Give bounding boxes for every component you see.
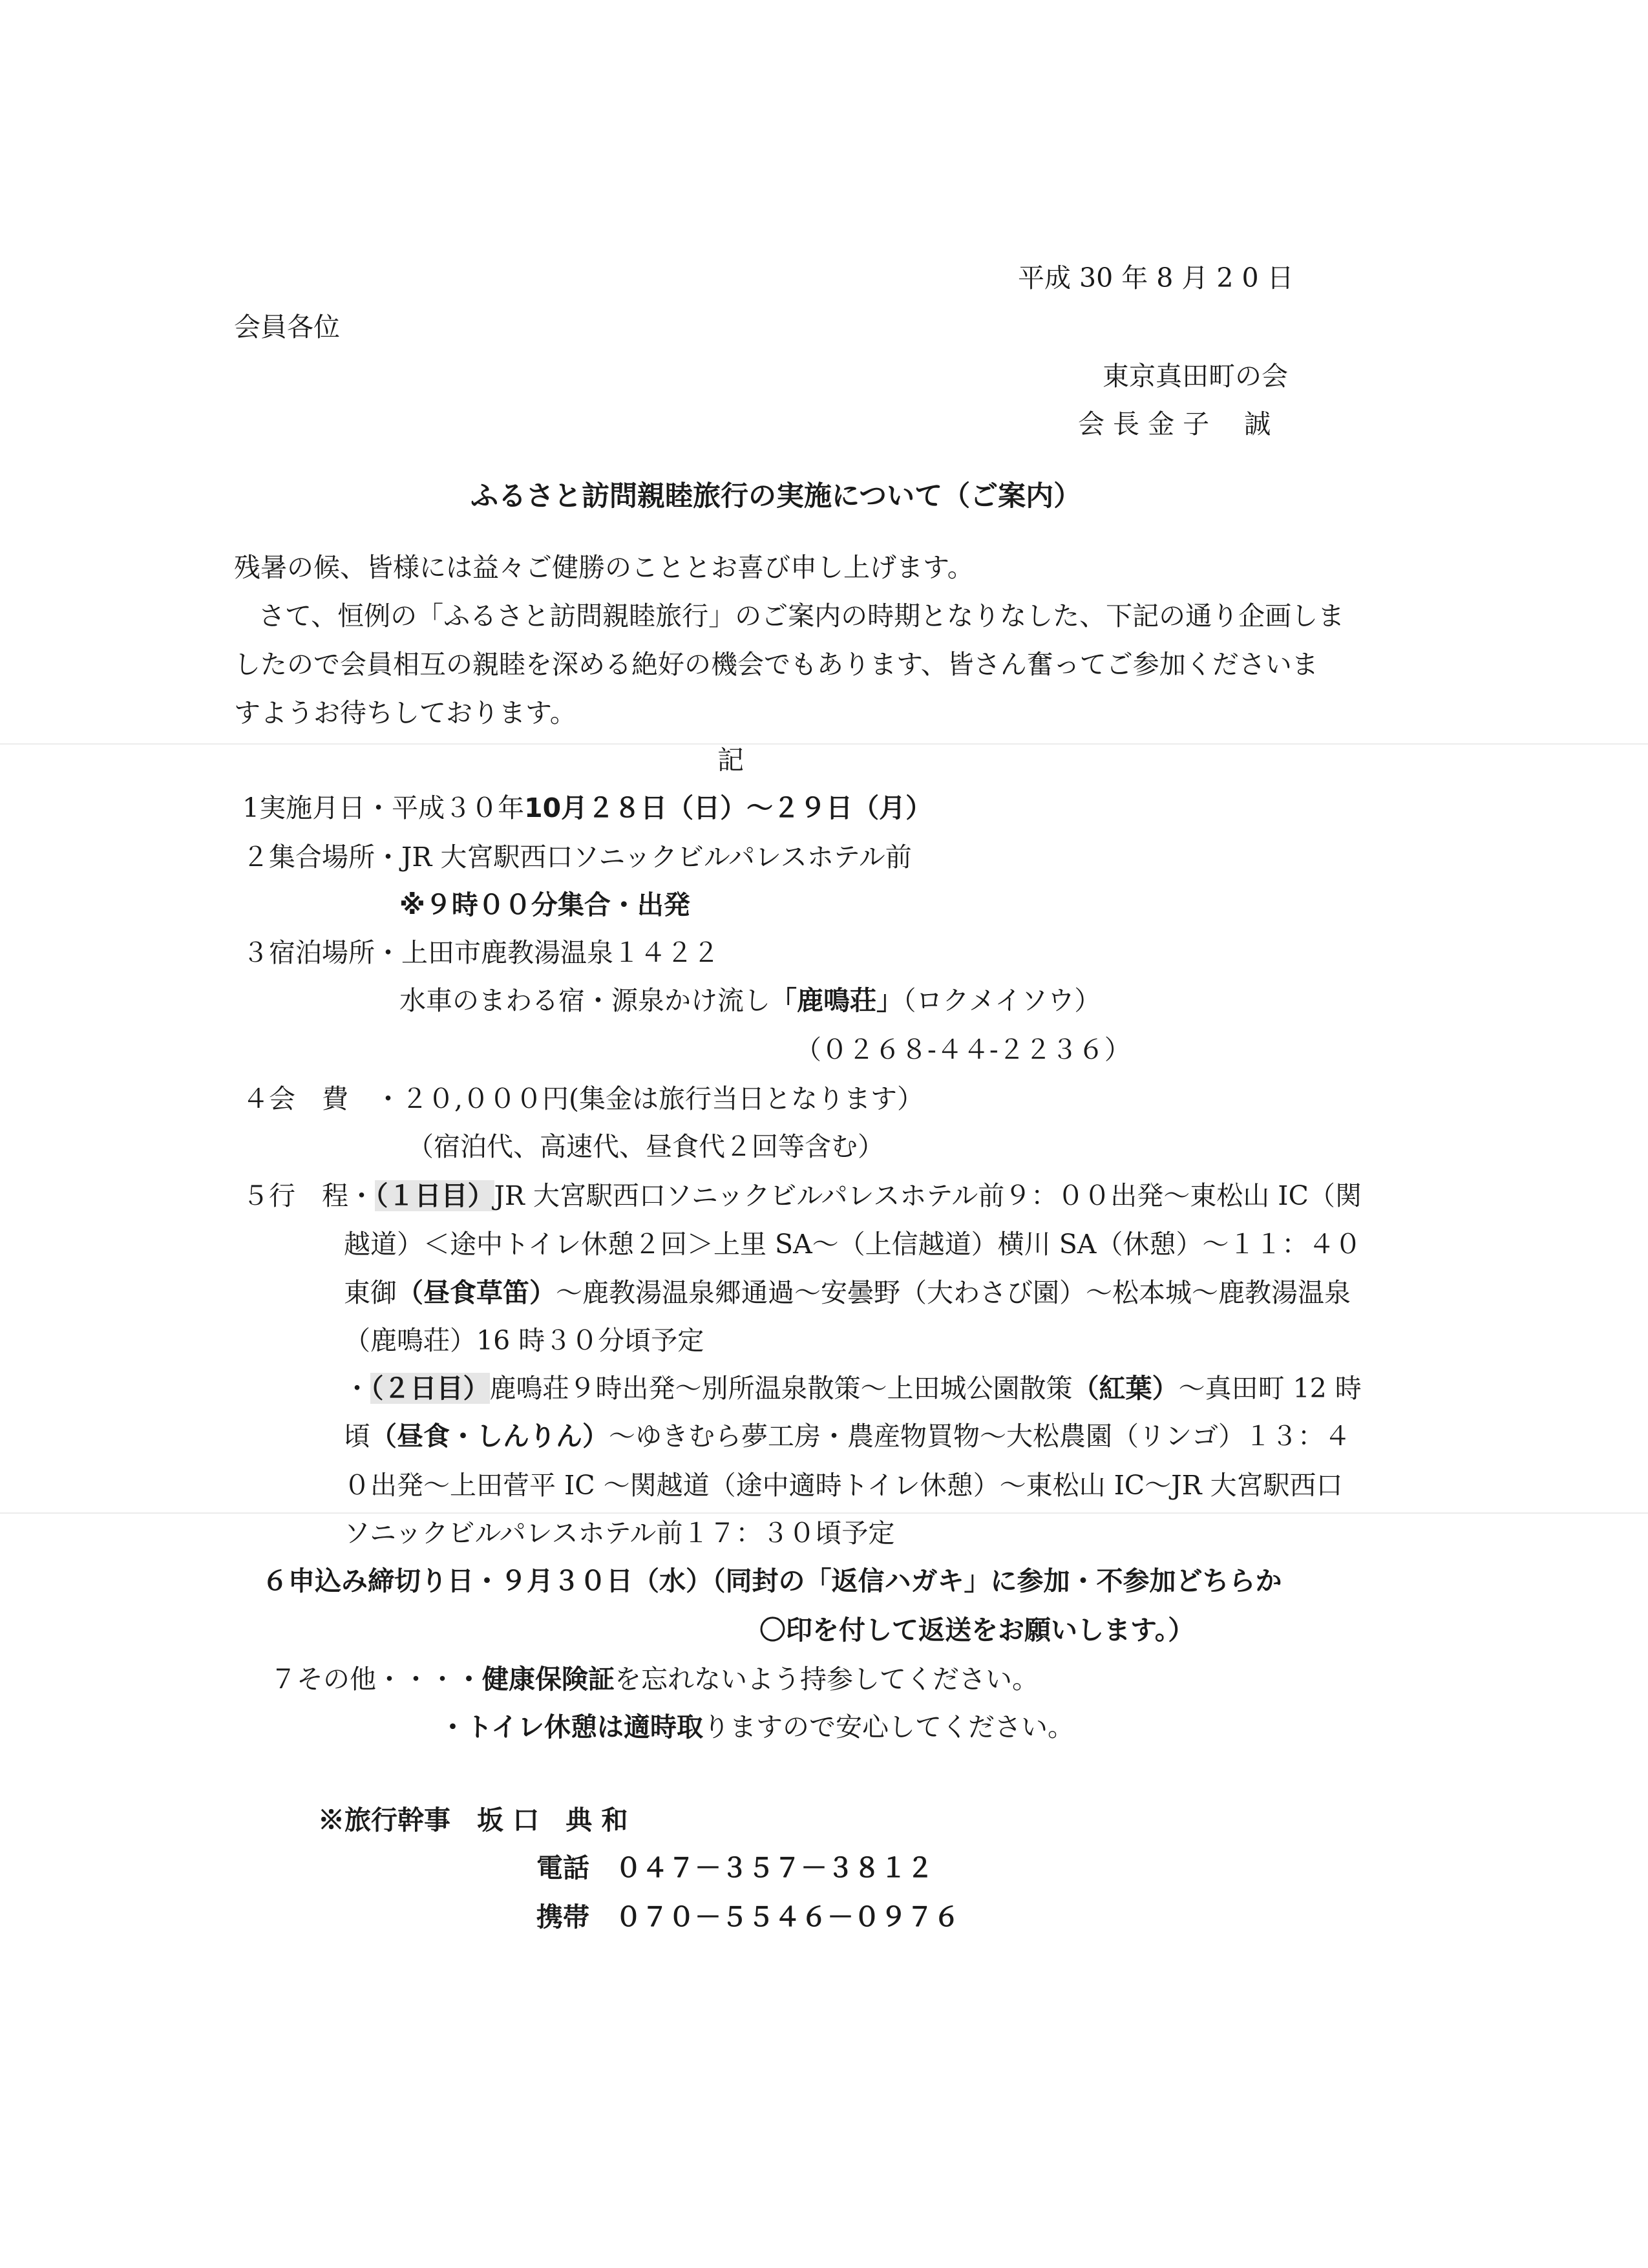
other-insurance: ・健康保険証 bbox=[456, 1664, 615, 1695]
phone-number: ０４７－３５７－３８１２ bbox=[615, 1852, 933, 1883]
item-fee: ４会 費 ・２０,０００円(集金は旅行当日となります） bbox=[242, 1083, 924, 1114]
item-place: ２集合場所・JR 大宮駅西口ソニックビルパレスホテル前 bbox=[242, 842, 912, 873]
sender-name: 会 長 金 子 誠 bbox=[1078, 408, 1271, 440]
day1-line bbox=[344, 1275, 1351, 1311]
day2-bullet: ・ bbox=[344, 1373, 370, 1404]
other-toilet: ・トイレ休憩は適時取 bbox=[439, 1712, 703, 1743]
other-text: りますので安心してください。 bbox=[703, 1712, 1074, 1743]
ki-heading: 記 bbox=[717, 745, 744, 776]
item-itinerary-label: ５行 程・ bbox=[242, 1180, 375, 1211]
day2-autumn: （紅葉） bbox=[1072, 1373, 1179, 1404]
letter-date: 平成 30 年 8 月 2 0 日 bbox=[1018, 262, 1294, 293]
day2-text: ～真田町 12 時 bbox=[1178, 1373, 1362, 1404]
day2-line: ソニックビルパレスホテル前１７：３０頃予定 bbox=[344, 1518, 895, 1549]
day1-line: 越道）＜途中トイレ休憩２回＞上里 SA～（上信越道）横川 SA（休憩）～１１：４０ bbox=[344, 1229, 1362, 1260]
inn-reading: （ロクメイソウ） bbox=[903, 985, 1101, 1016]
mobile-label: 携帯 bbox=[536, 1902, 589, 1933]
item-date-label: 1実施月日・平成３０年 bbox=[242, 792, 525, 823]
day2-line bbox=[344, 1370, 1362, 1406]
day1-label: （１日目） bbox=[375, 1180, 494, 1211]
item-fee-note: （宿泊代、高速代、昼食代２回等含む） bbox=[407, 1131, 884, 1162]
addressee: 会員各位 bbox=[234, 312, 340, 343]
item-other bbox=[270, 1661, 1039, 1697]
phone-line bbox=[536, 1850, 933, 1886]
item-lodging: ３宿泊場所・上田市鹿教湯温泉１４２２ bbox=[242, 937, 719, 968]
item-deadline-note: 〇印を付して返送をお願いします。） bbox=[759, 1615, 1195, 1646]
paper-fold-line bbox=[0, 743, 1648, 745]
day2-line bbox=[344, 1418, 1351, 1454]
inn-desc: 水車のまわる宿・源泉かけ流し bbox=[399, 985, 770, 1016]
item-other-label: ７その他・・・ bbox=[270, 1664, 456, 1695]
day2-text: ～ゆきむら夢工房・農産物買物～大松農園（リンゴ）１３：４ bbox=[609, 1421, 1351, 1452]
item-place-note: ※９時００分集合・出発 bbox=[399, 889, 690, 920]
mobile-line bbox=[536, 1899, 960, 1935]
paper-fold-line bbox=[0, 1512, 1648, 1514]
item-deadline: ６申込み締切り日・９月３０日（水）（同封の「返信ハガキ」に参加・不参加どちらか bbox=[262, 1565, 1282, 1596]
greeting-line: 残暑の候、皆様には益々ご健勝のこととお喜び申し上げます。 bbox=[234, 552, 974, 583]
day1-text: JR 大宮駅西口ソニックビルパレスホテル前９：００出発～東松山 IC（関 bbox=[494, 1180, 1362, 1211]
inn-name: 「鹿鳴荘」 bbox=[770, 985, 903, 1016]
day1-line: （鹿鳴荘）16 時３０分頃予定 bbox=[344, 1325, 704, 1356]
greeting-line: さて、恒例の「ふるさと訪問親睦旅行」のご案内の時期となりなした、下記の通り企画しま bbox=[259, 600, 1345, 631]
mobile-number: ０７０－５５４６－０９７６ bbox=[615, 1902, 960, 1933]
inn-phone: （０２６８-４４-２２３６） bbox=[795, 1034, 1131, 1065]
day1-lunch: （昼食草笛） bbox=[397, 1277, 556, 1308]
item-itinerary-day1-line bbox=[242, 1178, 1362, 1214]
phone-label: 電話 bbox=[536, 1852, 589, 1883]
day2-text: 頃 bbox=[344, 1421, 370, 1452]
letter-title: ふるさと訪問親睦旅行の実施について（ご案内） bbox=[470, 480, 1082, 513]
organizer: ※旅行幹事 坂 口 典 和 bbox=[318, 1805, 628, 1836]
greeting-line: すようお待ちしております。 bbox=[234, 697, 576, 728]
item-other-line bbox=[439, 1709, 1074, 1745]
other-text: を忘れないよう持参してください。 bbox=[615, 1664, 1039, 1695]
item-date-value: 10月２８日（日）～２９日（月） bbox=[524, 792, 933, 823]
day2-text: 鹿鳴荘９時出発～別所温泉散策～上田城公園散策 bbox=[489, 1373, 1073, 1404]
day2-lunch: （昼食・しんりん） bbox=[370, 1421, 609, 1452]
greeting-line: したので会員相互の親睦を深める絶好の機会でもあります、皆さん奮ってご参加くださいま bbox=[234, 649, 1318, 680]
day2-line: ０出発～上田菅平 IC ～関越道（途中適時トイレ休憩）～東松山 IC～JR 大宮駅西口 bbox=[344, 1470, 1343, 1501]
day1-text: ～鹿教湯温泉郷通過～安曇野（大わさび園）～松本城～鹿教湯温泉 bbox=[556, 1277, 1351, 1308]
sender-org: 東京真田町の会 bbox=[1103, 361, 1288, 392]
day1-text: 東御 bbox=[344, 1277, 397, 1308]
item-lodging-inn bbox=[399, 982, 1101, 1019]
item-date bbox=[242, 790, 932, 826]
day2-label: （２日目） bbox=[370, 1373, 490, 1404]
